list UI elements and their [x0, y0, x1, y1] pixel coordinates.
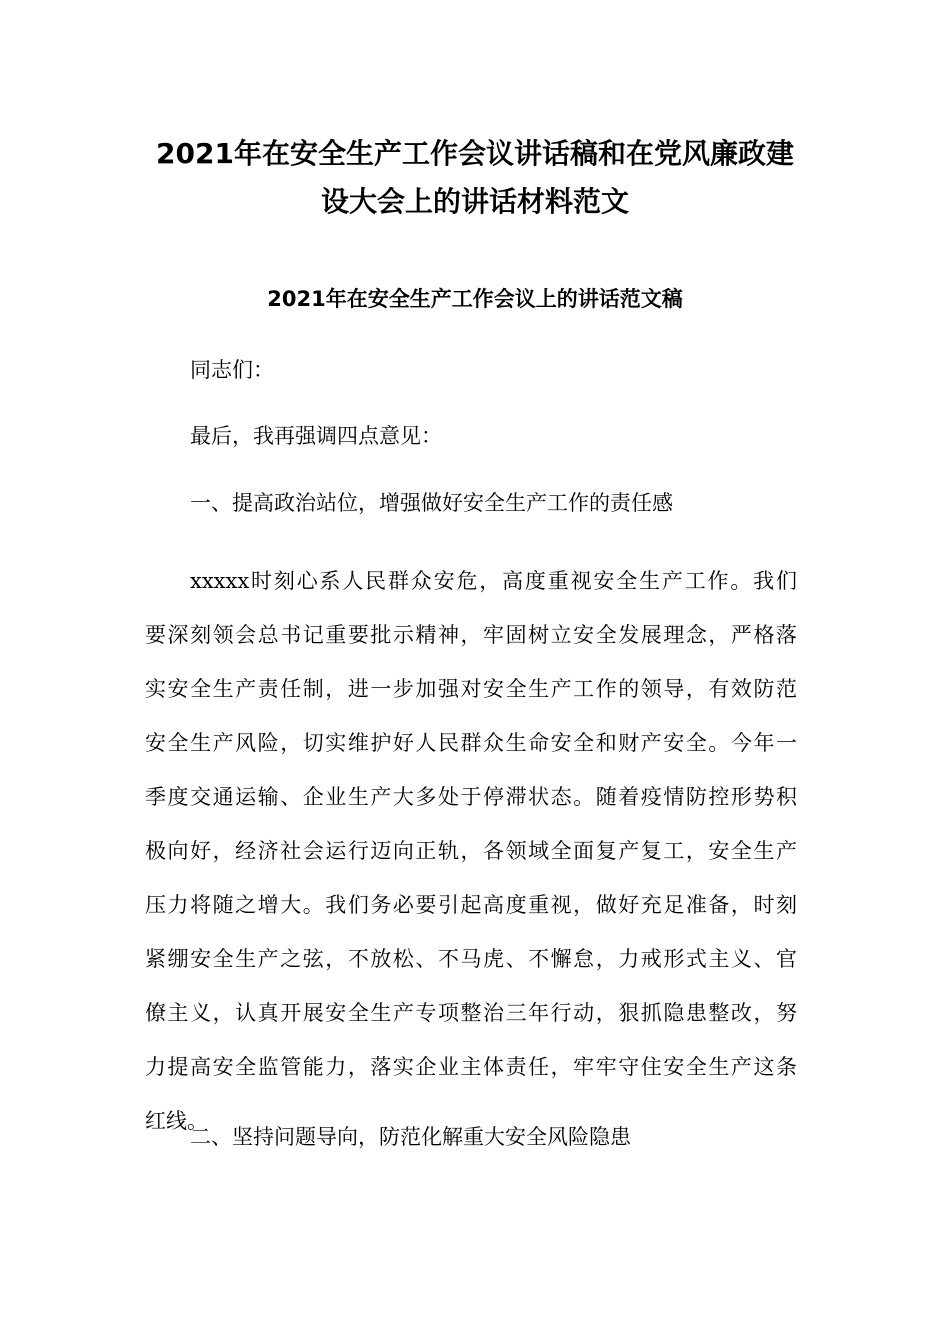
section-heading-1: 一、提高政治站位，增强做好安全生产工作的责任感 — [190, 491, 673, 515]
document-subtitle: 2021年在安全生产工作会议上的讲话范文稿 — [267, 287, 683, 311]
paragraph-line: 压力将随之增大。我们务必要引起高度重视，做好充足准备，时刻 — [145, 893, 797, 917]
paragraph-line: 安全生产风险，切实维护好人民群众生命安全和财产安全。今年一 — [145, 731, 797, 755]
paragraph-line: 季度交通运输、企业生产大多处于停滞状态。随着疫情防控形势积 — [145, 785, 797, 809]
paragraph-line: 要深刻领会总书记重要批示精神，牢固树立安全发展理念，严格落 — [145, 623, 797, 647]
paragraph-line: 力提高安全监管能力，落实企业主体责任，牢牢守住安全生产这条 — [145, 1055, 797, 1079]
paragraph-line: 紧绷安全生产之弦，不放松、不马虎、不懈怠，力戒形式主义、官 — [145, 947, 797, 971]
paragraph-line: 实安全生产责任制，进一步加强对安全生产工作的领导，有效防范 — [145, 677, 797, 701]
paragraph-line: 僚主义，认真开展安全生产专项整治三年行动，狠抓隐患整改，努 — [145, 1001, 797, 1025]
paragraph-line: 红线。 — [145, 1109, 208, 1133]
section-heading-2: 二、坚持问题导向，防范化解重大安全风险隐患 — [190, 1125, 631, 1149]
paragraph-line: 极向好，经济社会运行迈向正轨，各领域全面复产复工，安全生产 — [145, 839, 797, 863]
paragraph-line: xxxxx时刻心系人民群众安危，高度重视安全生产工作。我们 — [190, 569, 797, 593]
salutation: 同志们： — [190, 358, 274, 382]
document-title: 2021年在安全生产工作会议讲话稿和在党风廉政建设大会上的讲话材料范文 — [156, 137, 794, 218]
intro-line: 最后，我再强调四点意见： — [190, 424, 442, 448]
body-paragraph-1 — [145, 554, 797, 1148]
